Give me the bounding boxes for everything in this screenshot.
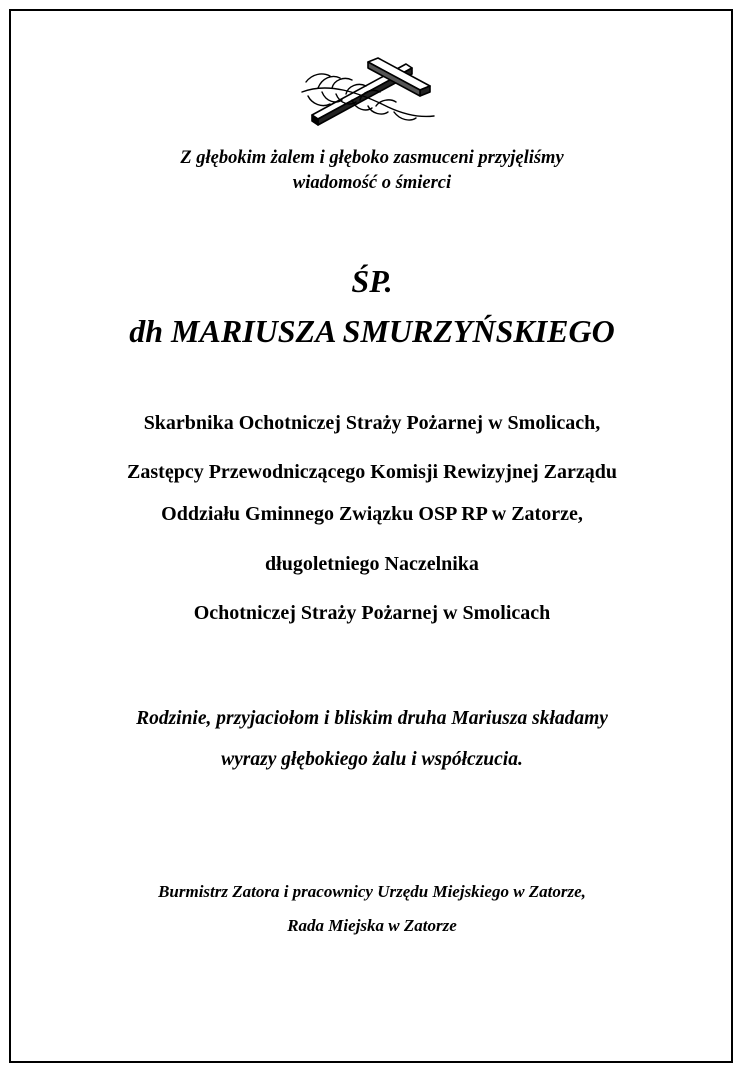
condolences-line-1: Rodzinie, przyjaciołom i bliskim druha Mariusza składamy bbox=[136, 708, 608, 729]
role-line-5: Ochotniczej Straży Pożarnej w Smolicach bbox=[193, 602, 551, 624]
signature-line-2: Rada Miejska w Zatorze bbox=[287, 916, 457, 935]
role-line-1: Skarbnika Ochotniczej Straży Pożarnej w Smolicach, bbox=[143, 412, 601, 434]
signature-line-1: Burmistrz Zatora i pracownicy Urzędu Miejskiego w Zatorze, bbox=[158, 882, 586, 901]
role-line-2: Zastępcy Przewodniczącego Komisji Rewizyjnej Zarządu bbox=[127, 461, 617, 483]
intro-line-1: Z głębokim żalem i głęboko zasmuceni przyjęliśmy bbox=[180, 148, 564, 168]
condolences-line-2: wyrazy głębokiego żalu i współczucia. bbox=[221, 749, 523, 770]
title-sp: ŚP. bbox=[351, 263, 393, 299]
cross-with-palm-branch-icon bbox=[298, 52, 440, 128]
intro-line-2: wiadomość o śmierci bbox=[292, 173, 452, 193]
role-line-4: długoletniego Naczelnika bbox=[265, 553, 479, 575]
role-line-3: Oddziału Gminnego Związku OSP RP w Zatorze, bbox=[161, 503, 583, 525]
deceased-name: dh MARIUSZA SMURZYŃSKIEGO bbox=[129, 313, 615, 349]
